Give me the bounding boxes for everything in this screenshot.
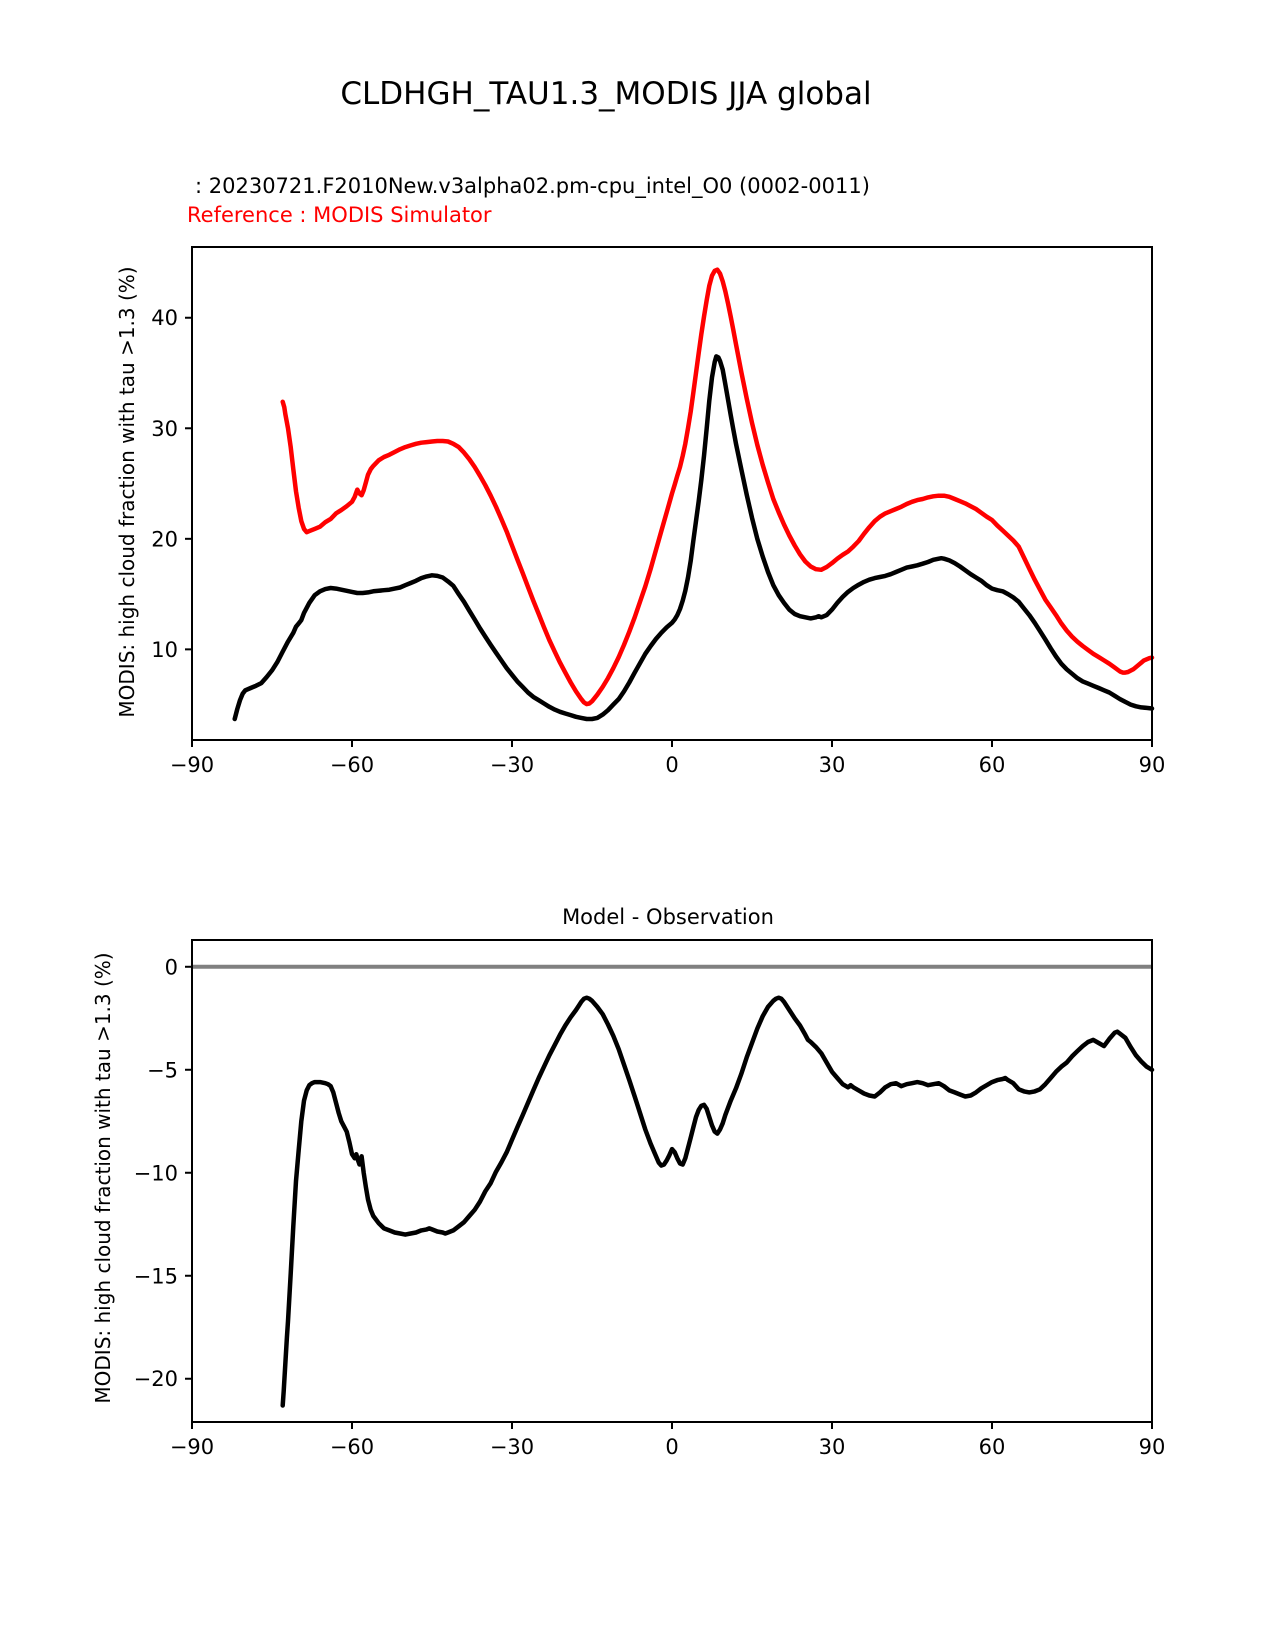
model-run-label: : 20230721.F2010New.v3alpha02.pm-cpu_intel_O0 (0002-0011) bbox=[195, 174, 870, 198]
diff-chart-y-axis-label: MODIS: high cloud fraction with tau >1.3 (%) bbox=[91, 952, 115, 1404]
y-axis-tick-label: −15 bbox=[133, 1264, 178, 1289]
series-line-modis-simulator bbox=[283, 270, 1152, 704]
x-axis-tick-label: 60 bbox=[978, 753, 1006, 777]
top-chart-y-axis-label: MODIS: high cloud fraction with tau >1.3 (%) bbox=[115, 266, 139, 718]
x-axis-tick-label: 90 bbox=[1138, 1435, 1166, 1459]
y-axis-tick-label: 30 bbox=[151, 416, 178, 441]
x-axis-tick-label: 60 bbox=[978, 1435, 1006, 1459]
y-axis-tick-label: −5 bbox=[147, 1058, 178, 1083]
x-axis-tick-label: −60 bbox=[329, 1435, 375, 1459]
figure-title: CLDHGH_TAU1.3_MODIS JJA global bbox=[340, 76, 872, 112]
x-axis-tick-label: −30 bbox=[489, 1435, 535, 1459]
x-axis-tick-label: 0 bbox=[665, 1435, 679, 1459]
y-axis-tick-label: −20 bbox=[133, 1367, 178, 1392]
x-axis-tick-label: 0 bbox=[665, 753, 679, 777]
x-axis-tick-label: 30 bbox=[818, 1435, 846, 1459]
x-axis-tick-label: −90 bbox=[169, 753, 215, 777]
y-axis-tick-label: 0 bbox=[164, 955, 178, 980]
plot-border bbox=[192, 940, 1152, 1422]
y-axis-tick-label: 10 bbox=[151, 637, 178, 662]
x-axis-tick-label: 30 bbox=[818, 753, 846, 777]
x-axis-tick-label: −60 bbox=[329, 753, 375, 777]
y-axis-tick-label: 40 bbox=[151, 306, 178, 331]
x-axis-tick-label: 90 bbox=[1138, 753, 1166, 777]
diff-chart-title: Model - Observation bbox=[562, 905, 774, 929]
y-axis-tick-label: 20 bbox=[151, 527, 178, 552]
x-axis-tick-label: −90 bbox=[169, 1435, 215, 1459]
x-axis-tick-label: −30 bbox=[489, 753, 535, 777]
series-line-model-minus-observation bbox=[283, 998, 1152, 1406]
series-line-model bbox=[235, 356, 1152, 719]
y-axis-tick-label: −10 bbox=[133, 1161, 178, 1186]
reference-label: Reference : MODIS Simulator bbox=[187, 203, 492, 227]
